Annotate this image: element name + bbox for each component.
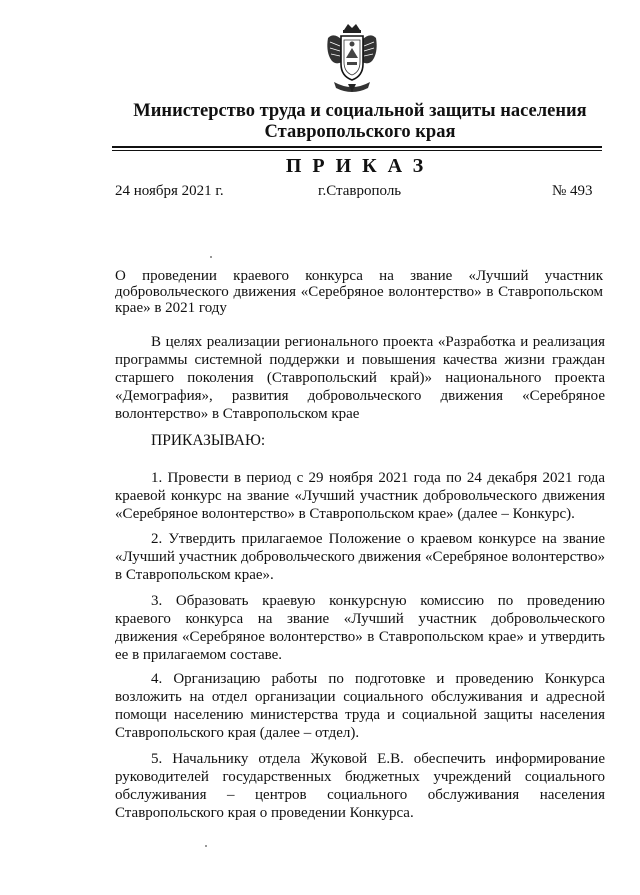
order-item-3: 3. Образовать краевую конкурсную комиссию по проведению краевого конкурса на звание «Лучший участник добровольческого движения «Серебряное волонтерство» в Ставропольском крае» и утвердить ее в прилагаемом составе. <box>115 593 605 663</box>
order-item-5: 5. Начальнику отдела Жуковой Е.В. обеспечить информирование руководителей государственных бюджетных учреждений социального обслуживания – центров социального обслуживания населения Ставропольского края о проведении Конкурса. <box>115 751 605 821</box>
order-title: ПРИКАЗ <box>285 155 435 177</box>
order-word: ПРИКАЗЫВАЮ: <box>151 432 266 449</box>
order-item-4: 4. Организацию работы по подготовке и проведению Конкурса возложить на отдел организации социального обслуживания и адресной помощи населению министерства труда и социальной защиты населения Ставропольского края (далее – отдел). <box>115 671 605 741</box>
order-subject: О проведении краевого конкурса на звание «Лучший участник добровольческого движения «Серебряное волонтерство» в Ставропольском крае» в 2021 году <box>115 268 603 316</box>
intro-paragraph: В целях реализации регионального проекта «Разработка и реализация программы системной поддержки и повышения качества жизни граждан старшего поколения (Ставропольский край)» национального проекта «Демография», развития добровольческого движения «Серебряное волонтерство» в Ставропольском крае <box>115 334 605 422</box>
ministry-name-heading: Министерство труда и социальной защиты населения Ставропольского края <box>133 101 587 142</box>
order-number: № 493 <box>552 183 593 199</box>
order-city: г.Ставрополь <box>318 183 402 199</box>
scan-speck <box>205 845 207 847</box>
coat-of-arms-icon <box>324 22 380 98</box>
scan-speck <box>210 256 212 258</box>
order-date: 24 ноября 2021 г. <box>115 183 224 199</box>
order-item-2: 2. Утвердить прилагаемое Положение о краевом конкурсе на звание «Лучший участник добровольческого движения «Серебряное волонтерство» в Ставропольском крае». <box>115 531 605 583</box>
order-item-1: 1. Провести в период с 29 ноября 2021 года по 24 декабря 2021 года краевой конкурс на звание «Лучший участник добровольческого движения «Серебряное волонтерство» в Ставропольском крае» (далее – Конкурс). <box>115 470 605 522</box>
header-divider-thick <box>112 146 602 148</box>
header-divider-thin <box>112 150 602 151</box>
